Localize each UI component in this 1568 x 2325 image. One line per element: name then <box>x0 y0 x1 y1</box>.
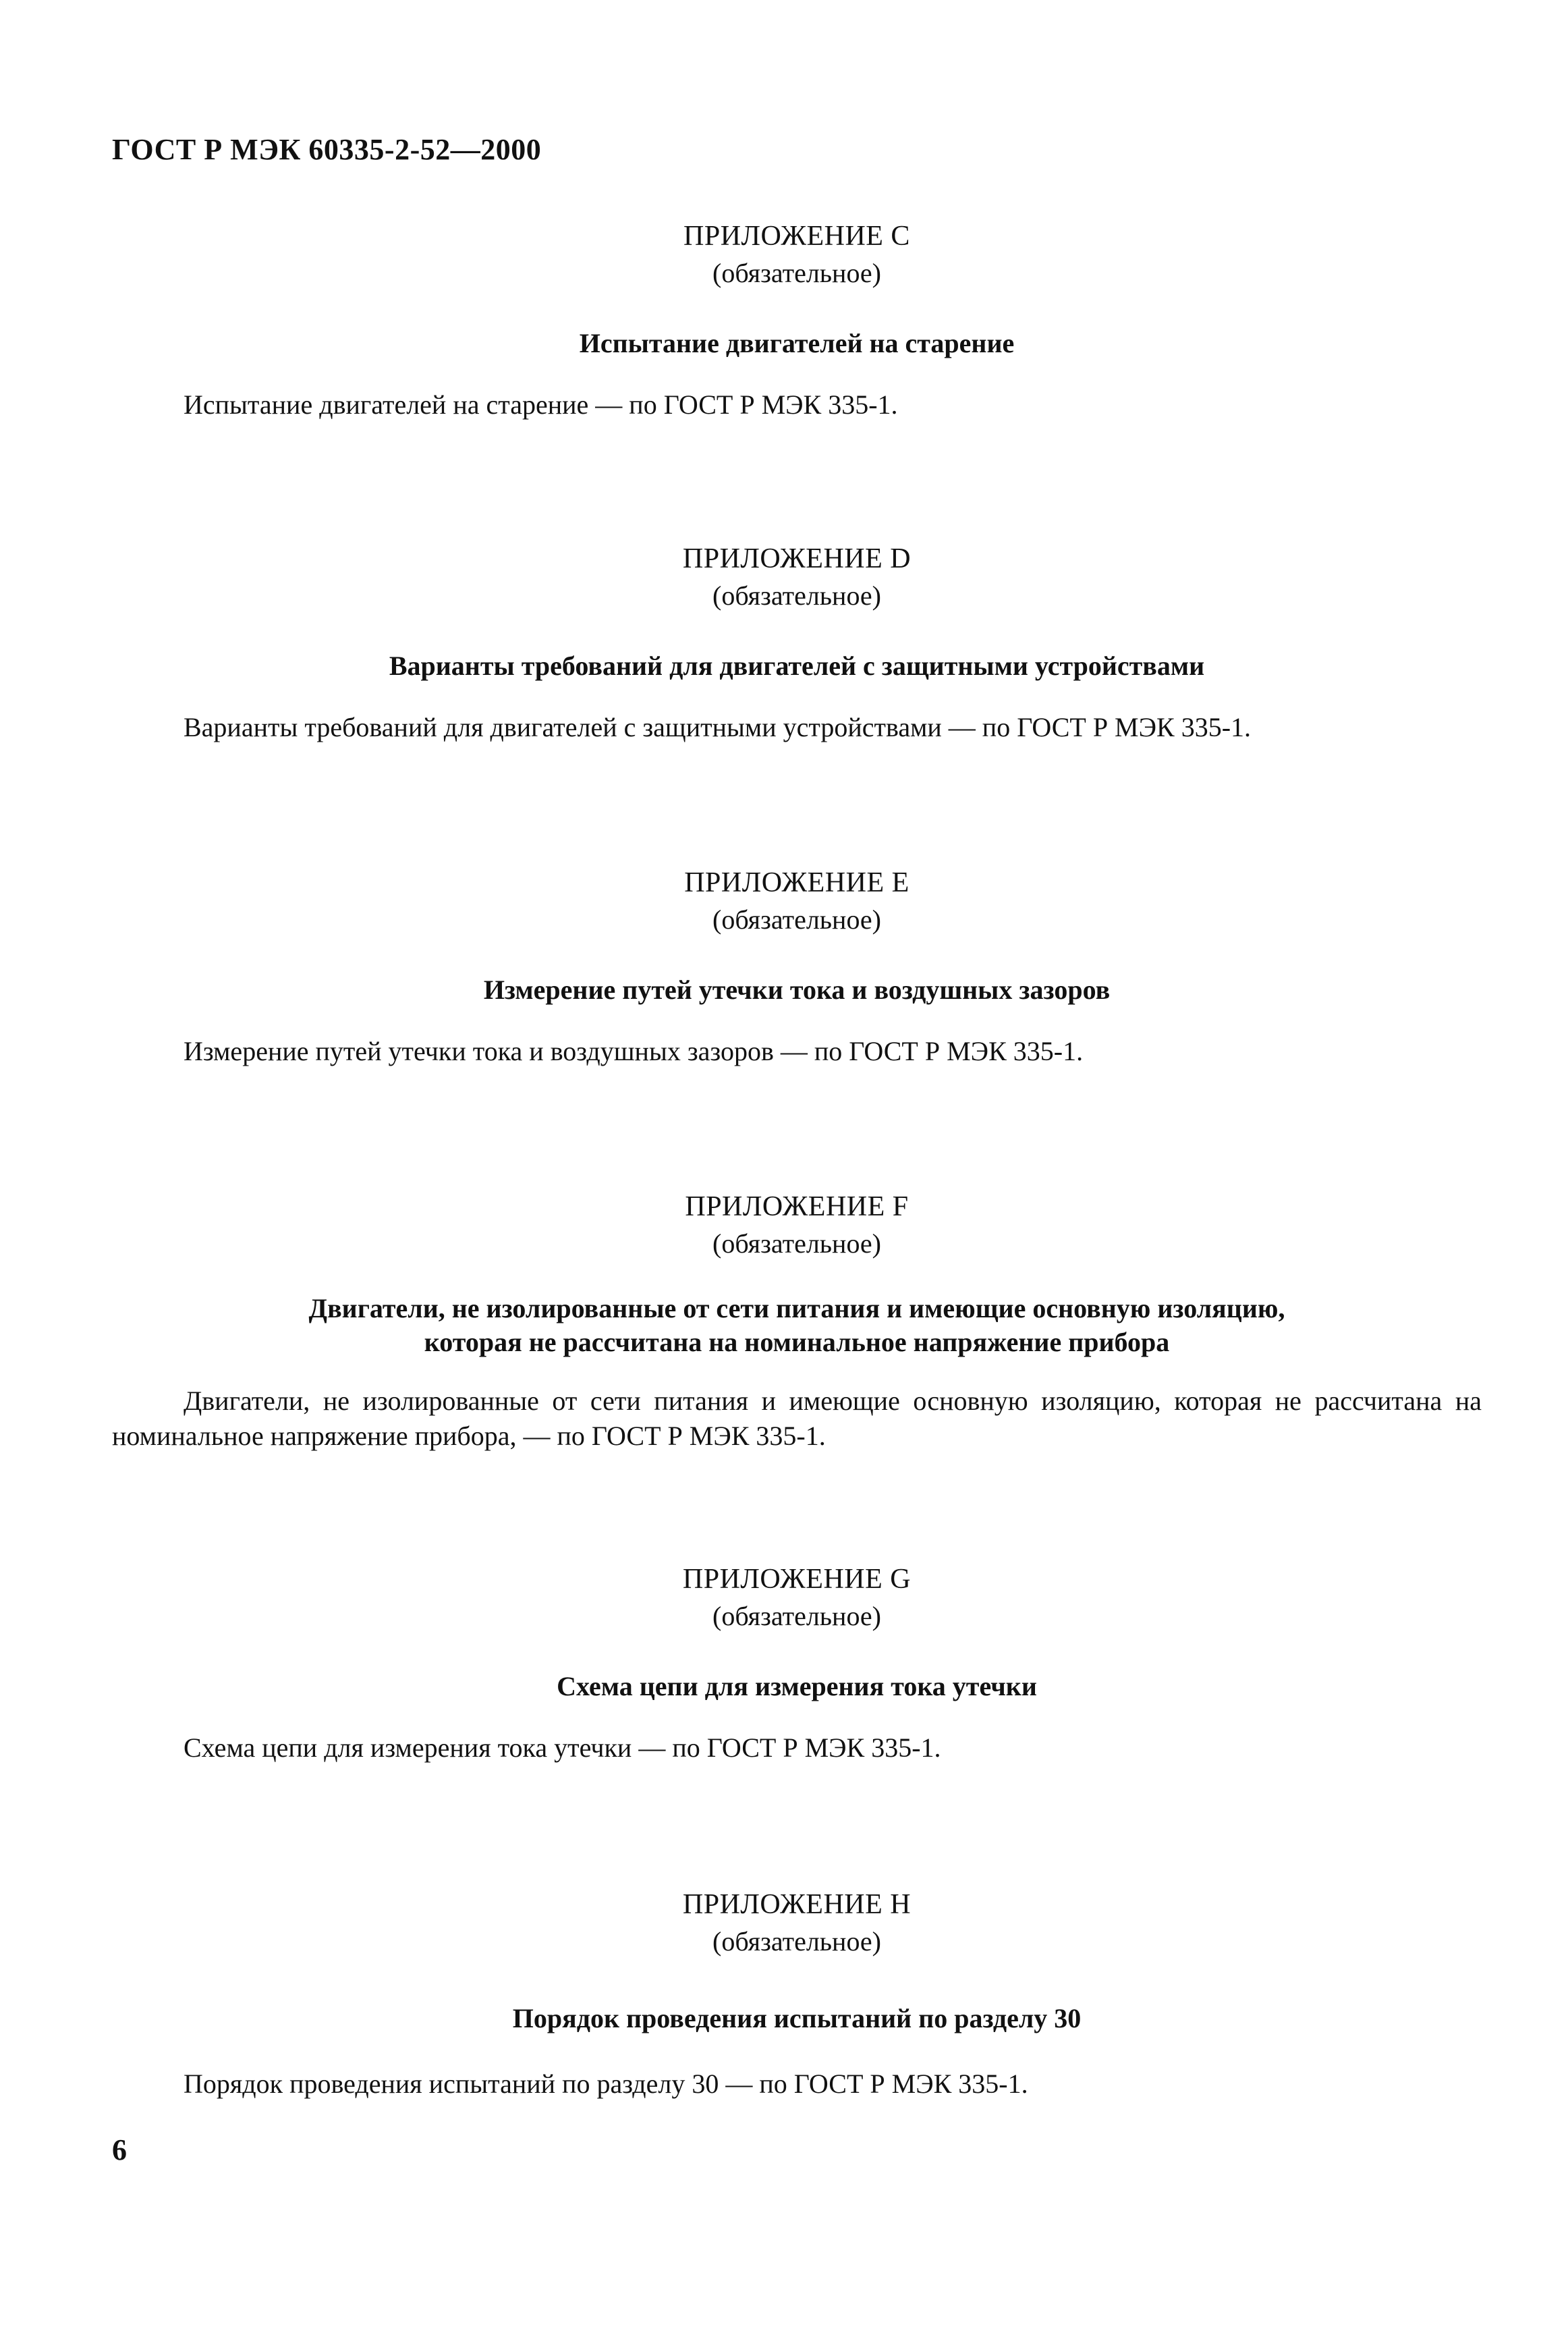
annex-heading: Варианты требований для двигателей с защитными устройствами <box>389 651 1205 681</box>
annex-title: ПРИЛОЖЕНИЕ С <box>683 221 910 252</box>
annex-status: (обязательное) <box>712 580 881 611</box>
annex-status: (обязательное) <box>712 1601 881 1631</box>
annex-e <box>112 864 1482 1069</box>
annex-status: (обязательное) <box>712 1926 881 1957</box>
annex-h <box>112 1886 1482 2102</box>
page-number: 6 <box>112 2133 127 2166</box>
annex-heading-line-1: Двигатели, не изолированные от сети питания и имеющие основную изоляцию, <box>308 1293 1285 1323</box>
annex-body: Схема цепи для измерения тока утечки — по ГОСТ Р МЭК 335-1. <box>184 1732 941 1763</box>
annex-heading: Испытание двигателей на старение <box>579 328 1015 358</box>
annex-status: (обязательное) <box>712 904 881 935</box>
document-code-header: ГОСТ Р МЭК 60335-2-52—2000 <box>112 133 542 166</box>
annex-title: ПРИЛОЖЕНИЕ D <box>682 543 912 574</box>
annex-c <box>112 217 1482 422</box>
annex-body: Испытание двигателей на старение — по ГОСТ Р МЭК 335-1. <box>184 389 898 420</box>
annex-title: ПРИЛОЖЕНИЕ F <box>685 1191 909 1222</box>
annex-heading: Схема цепи для измерения тока утечки <box>557 1671 1037 1701</box>
annex-body: Порядок проведения испытаний по разделу 30 — по ГОСТ Р МЭК 335-1. <box>184 2069 1028 2099</box>
annex-body: Измерение путей утечки тока и воздушных зазоров — по ГОСТ Р МЭК 335-1. <box>184 1036 1084 1066</box>
annex-d <box>112 540 1482 745</box>
annex-heading-line-2: которая не рассчитана на номинальное напряжение прибора <box>424 1327 1170 1357</box>
annex-body: Двигатели, не изолированные от сети питания и имеющие основную изоляцию, которая не рассчитана на номинальное напряжение прибора, — по ГОСТ Р МЭК 335-1. <box>112 1386 1482 1451</box>
annex-body: Варианты требований для двигателей с защитными устройствами — по ГОСТ Р МЭК 335-1. <box>184 712 1252 742</box>
annex-heading: Измерение путей утечки тока и воздушных зазоров <box>483 975 1111 1005</box>
annex-heading: Порядок проведения испытаний по разделу 30 <box>512 2003 1082 2033</box>
annex-g <box>112 1560 1482 1766</box>
annex-title: ПРИЛОЖЕНИЕ Е <box>684 867 909 898</box>
annex-title: ПРИЛОЖЕНИЕ G <box>682 1564 912 1595</box>
annex-f <box>112 1188 1482 1454</box>
annex-status: (обязательное) <box>712 1228 881 1259</box>
annex-status: (обязательное) <box>712 258 881 288</box>
annex-title: ПРИЛОЖЕНИЕ Н <box>682 1889 912 1920</box>
